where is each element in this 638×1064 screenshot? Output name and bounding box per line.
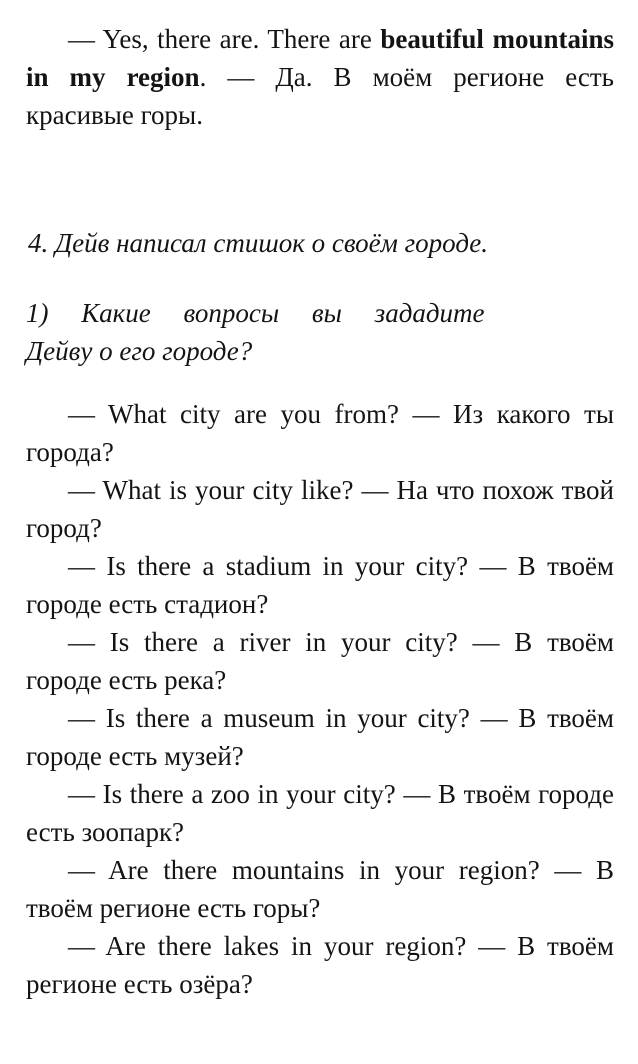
dash: — bbox=[68, 627, 95, 657]
question-item bbox=[26, 775, 614, 851]
question-item bbox=[26, 623, 614, 699]
question-item bbox=[26, 927, 614, 1003]
dash: — bbox=[68, 931, 95, 961]
dash: — bbox=[68, 551, 95, 581]
question-list bbox=[26, 395, 614, 1003]
question-item bbox=[26, 547, 614, 623]
dash: — bbox=[68, 855, 95, 885]
question-text: Is there a river in your city? — В твоём городе есть река? bbox=[26, 627, 615, 695]
question-text: Is there a zoo in your city? — В твоём городе есть зоопарк? bbox=[26, 779, 614, 847]
dash: — bbox=[68, 399, 95, 429]
question-text: Are there lakes in your region? — В твоём регионе есть озёра? bbox=[26, 931, 614, 999]
dash: — bbox=[68, 24, 95, 54]
question-text: Is there a stadium in your city? — В твоём городе есть стадион? bbox=[26, 551, 615, 619]
subtask-line-2: Дейву о его городе? bbox=[26, 336, 253, 366]
answer-tail: . — Да. В моём регионе есть красивые горы. bbox=[26, 62, 614, 130]
question-text: Is there a museum in your city? — В твоём городе есть музей? bbox=[26, 703, 615, 771]
question-text: What city are you from? — Из какого ты города? bbox=[26, 399, 614, 467]
subtask-line-1: 1) Какие вопросы вы зададите bbox=[26, 298, 485, 328]
dash: — bbox=[68, 475, 95, 505]
question-item bbox=[26, 851, 614, 927]
dash: — bbox=[68, 779, 95, 809]
task-heading: 4. Дейв написал стишок о своём городе. bbox=[28, 228, 489, 258]
question-item bbox=[26, 699, 614, 775]
question-text: Are there mountains in your region? — В твоём регионе есть горы? bbox=[26, 855, 614, 923]
question-item bbox=[26, 471, 614, 547]
answer-paragraph bbox=[26, 20, 614, 134]
question-item bbox=[26, 395, 614, 471]
question-text: What is your city like? — На что похож твой город? bbox=[26, 475, 614, 543]
answer-highlight: beautiful mountains in my region bbox=[26, 24, 615, 92]
dash: — bbox=[68, 703, 95, 733]
answer-lead: Yes, there are. There are bbox=[102, 24, 372, 54]
subtask-question bbox=[26, 294, 614, 370]
